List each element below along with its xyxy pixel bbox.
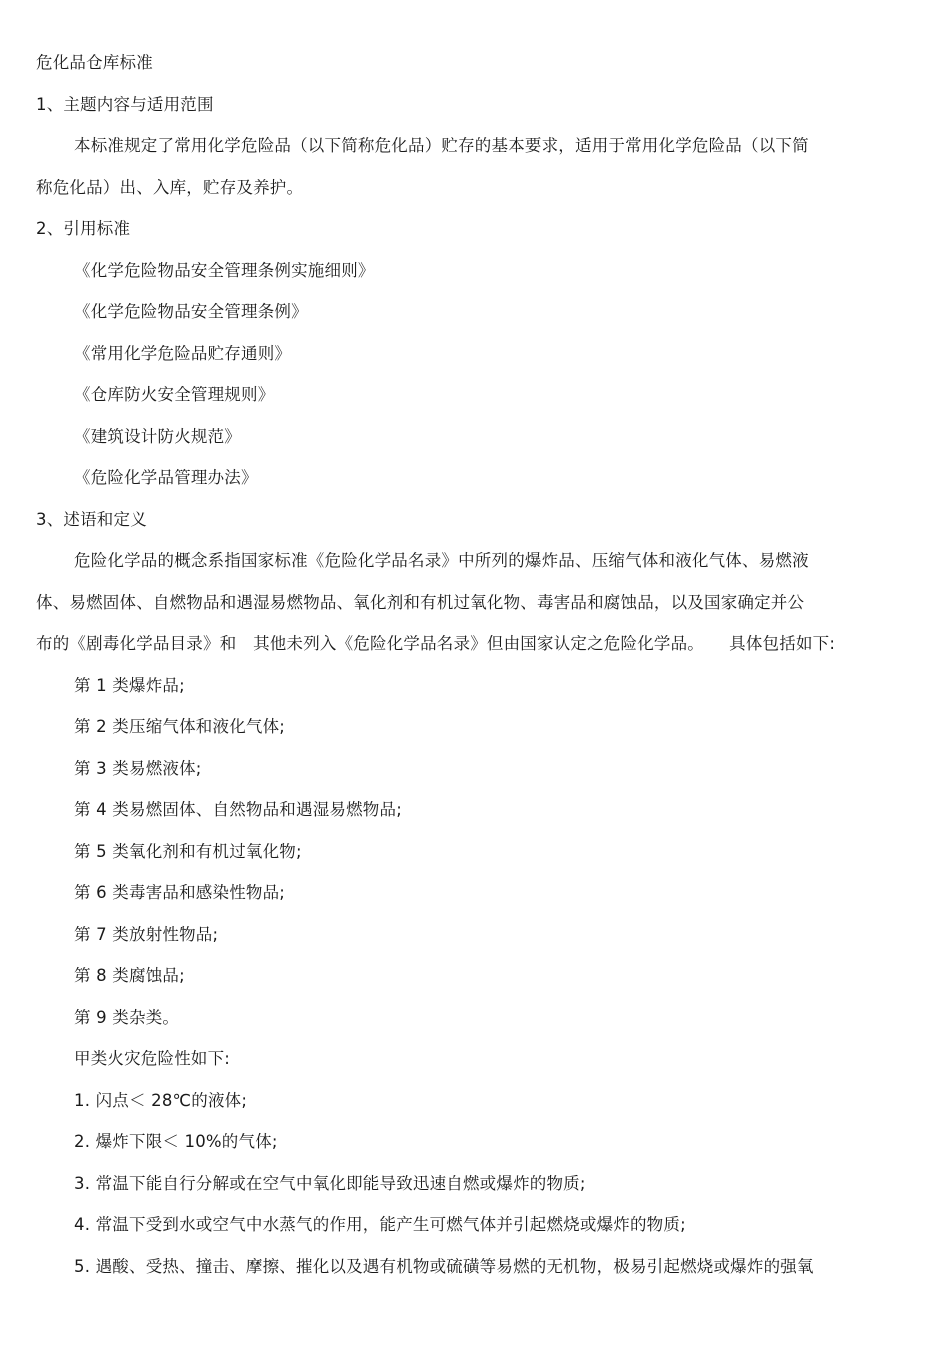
fire-hazard-heading: 甲类火灾危险性如下: (74, 1049, 231, 1068)
section-3-paragraph-line-1: 危险化学品的概念系指国家标准《危险化学品名录》中所列的爆炸品、压缩气体和液化气体、易燃液 (74, 551, 809, 570)
class-item: 第 7 类放射性物品; (74, 924, 219, 944)
section-1-paragraph-line-2: 称危化品）出、入库，贮存及养护。 (36, 177, 304, 197)
section-3-heading: 3、述语和定义 (36, 509, 147, 529)
section-1-heading: 1、主题内容与适用范围 (36, 94, 214, 114)
fire-hazard-item: 3. 常温下能自行分解或在空气中氧化即能导致迅速自燃或爆炸的物质; (74, 1173, 586, 1193)
class-item: 第 1 类爆炸品; (74, 675, 185, 695)
class-item: 第 3 类易燃液体; (74, 758, 202, 778)
reference-item: 《仓库防火安全管理规则》 (74, 385, 275, 404)
section-3-paragraph-line-2: 体、易燃固体、自燃物品和遇湿易燃物品、氧化剂和有机过氧化物、毒害品和腐蚀品，以及国家确定并公 (36, 592, 805, 612)
fire-hazard-item: 2. 爆炸下限＜ 10%的气体; (74, 1132, 278, 1151)
document-title: 危化品仓库标准 (36, 53, 153, 72)
class-item: 第 9 类杂类。 (74, 1007, 180, 1027)
class-item: 第 6 类毒害品和感染性物品; (74, 883, 286, 902)
class-item: 第 4 类易燃固体、自然物品和遇湿易燃物品; (74, 800, 402, 819)
section-2-heading: 2、引用标准 (36, 219, 131, 238)
class-item: 第 5 类氧化剂和有机过氧化物; (74, 841, 302, 861)
reference-item: 《化学危险物品安全管理条例实施细则》 (74, 260, 375, 280)
reference-item: 《危险化学品管理办法》 (74, 468, 258, 487)
section-1-paragraph-line-1: 本标准规定了常用化学危险品（以下简称危化品）贮存的基本要求，适用于常用化学危险品（以下简 (74, 136, 809, 155)
section-3-paragraph-line-3: 布的《剧毒化学品目录》和 其他未列入《危险化学品名录》但由国家认定之危险化学品。 具体包括如下: (36, 634, 836, 653)
fire-hazard-item: 4. 常温下受到水或空气中水蒸气的作用，能产生可燃气体并引起燃烧或爆炸的物质; (74, 1215, 686, 1234)
fire-hazard-item: 1. 闪点＜ 28℃的液体; (74, 1090, 248, 1110)
reference-item: 《常用化学危险品贮存通则》 (74, 343, 292, 363)
fire-hazard-item: 5. 遇酸、受热、撞击、摩擦、摧化以及遇有机物或硫磺等易燃的无机物，极易引起燃烧或爆炸的强氧 (74, 1256, 814, 1276)
reference-item: 《建筑设计防火规范》 (74, 426, 241, 446)
reference-item: 《化学危险物品安全管理条例》 (74, 302, 308, 321)
class-item: 第 2 类压缩气体和液化气体; (74, 717, 286, 736)
class-item: 第 8 类腐蚀品; (74, 966, 185, 985)
